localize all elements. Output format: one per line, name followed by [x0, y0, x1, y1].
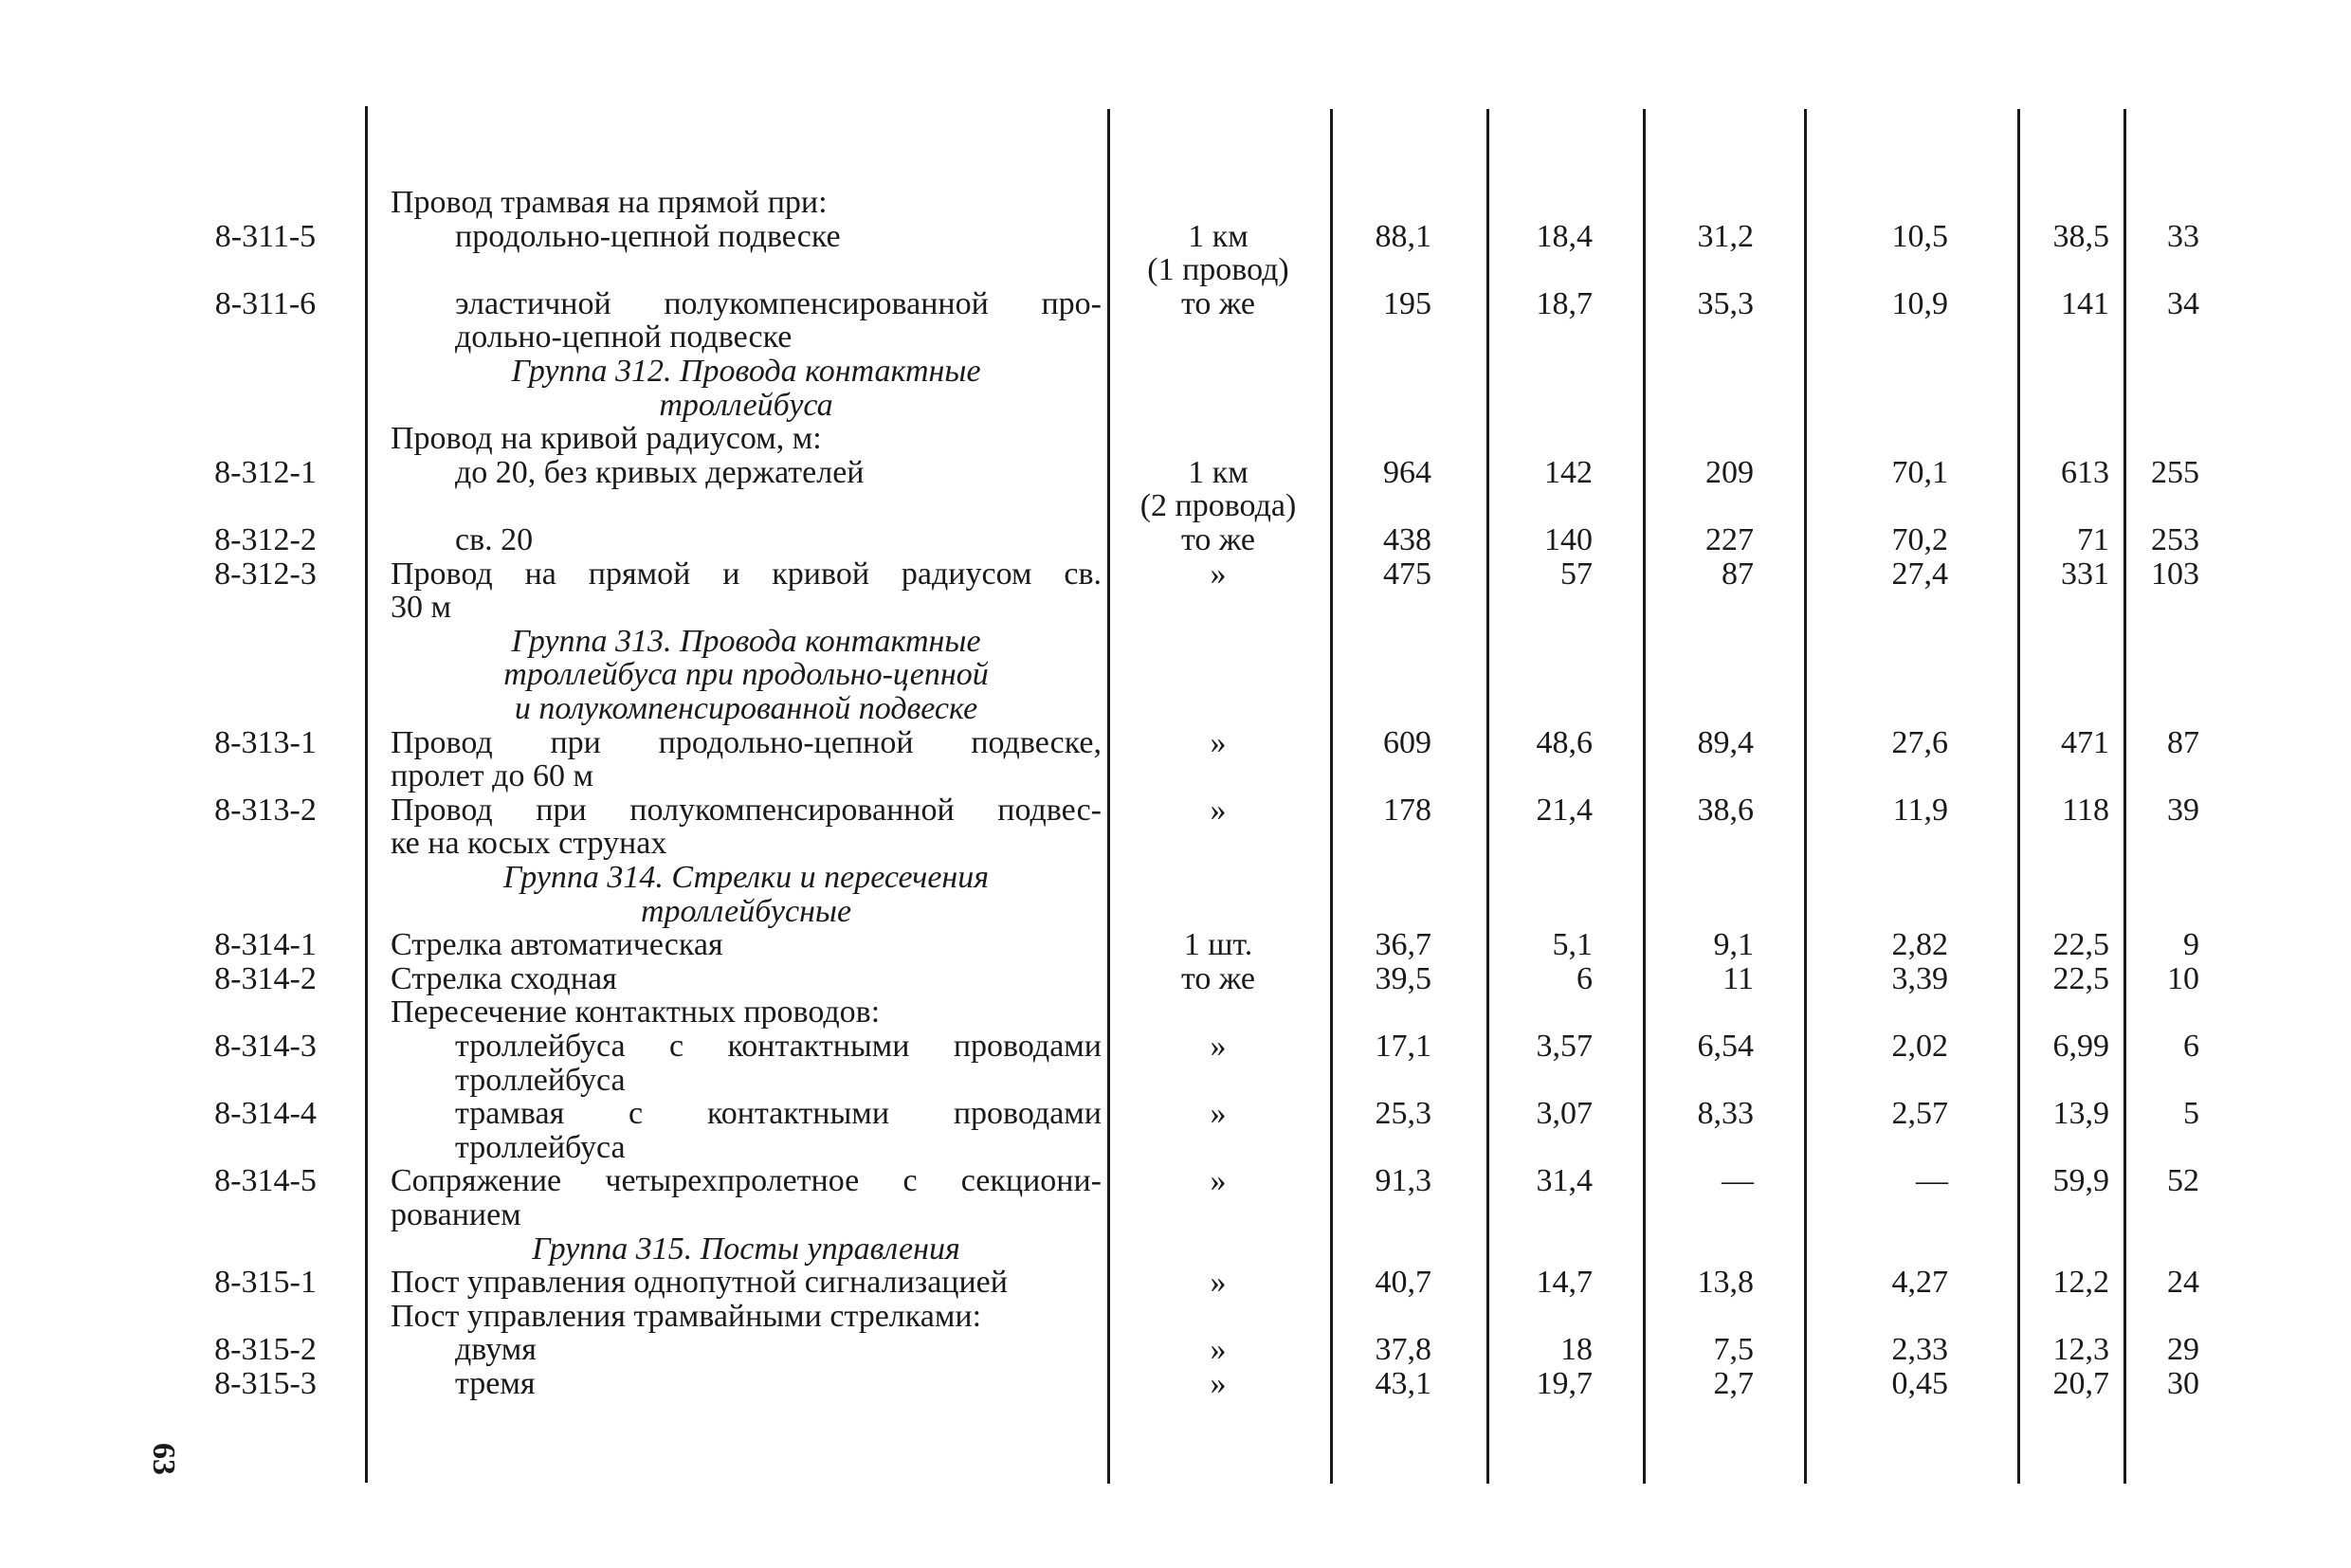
- value-cell: 91,3: [1375, 1163, 1431, 1198]
- table-row: [0, 523, 2351, 557]
- table-row: [0, 726, 2351, 760]
- group-heading: и полукомпенсированной подвеске: [514, 691, 978, 726]
- item-description: Пост управления однопутной сигнализацией: [391, 1265, 1008, 1300]
- table-row: [0, 186, 2351, 220]
- table-row: [0, 1164, 2351, 1198]
- item-code: 8-314-4: [214, 1096, 317, 1131]
- value-cell: 70,1: [1891, 455, 1948, 490]
- value-cell: 87: [2167, 725, 2199, 760]
- value-cell: 88,1: [1375, 219, 1431, 254]
- value-cell: 4,27: [1891, 1265, 1948, 1300]
- value-cell: 59,9: [2052, 1163, 2109, 1198]
- value-cell: 6: [1576, 961, 1593, 996]
- value-cell: 9: [2183, 927, 2199, 962]
- value-cell: 30: [2167, 1366, 2199, 1401]
- value-cell: 103: [2151, 556, 2199, 592]
- value-cell: 33: [2167, 219, 2199, 254]
- value-cell: 31,4: [1536, 1163, 1593, 1198]
- value-cell: 6: [2183, 1029, 2199, 1064]
- item-code: 8-314-3: [214, 1029, 317, 1064]
- value-cell: —: [1916, 1163, 1948, 1198]
- unit-of-measure: »: [1210, 1332, 1227, 1367]
- value-cell: 43,1: [1375, 1366, 1431, 1401]
- unit-of-measure: »: [1210, 556, 1227, 592]
- table-row: [0, 962, 2351, 996]
- value-cell: 209: [1705, 455, 1754, 490]
- value-cell: 34: [2167, 286, 2199, 321]
- value-cell: 48,6: [1536, 725, 1593, 760]
- table-row: [0, 253, 2351, 287]
- value-cell: 87: [1722, 556, 1754, 592]
- group-heading: Группа 313. Провода контактные: [511, 624, 981, 659]
- value-cell: 2,7: [1713, 1366, 1754, 1401]
- item-code: 8-314-2: [214, 961, 317, 996]
- table-row: [0, 1064, 2351, 1098]
- unit-of-measure: »: [1210, 1366, 1227, 1401]
- value-cell: 38,6: [1697, 793, 1754, 828]
- table-row: [0, 591, 2351, 625]
- table-row: [0, 1097, 2351, 1131]
- unit-of-measure: (1 провод): [1147, 252, 1289, 287]
- table-row: [0, 287, 2351, 321]
- group-heading: троллейбусные: [640, 894, 852, 929]
- value-cell: 475: [1383, 556, 1431, 592]
- table-row: [0, 320, 2351, 355]
- unit-of-measure: »: [1210, 1029, 1227, 1064]
- unit-of-measure: то же: [1180, 522, 1256, 557]
- table-row: [0, 1367, 2351, 1401]
- unit-of-measure: 1 км: [1188, 219, 1248, 254]
- table-row: [0, 793, 2351, 828]
- value-cell: 39,5: [1375, 961, 1431, 996]
- page-number: 63: [146, 1443, 181, 1475]
- item-code: 8-314-1: [214, 927, 317, 962]
- item-description: эластичной полукомпенсированной про-: [455, 286, 1102, 321]
- table-row: [0, 489, 2351, 523]
- value-cell: 331: [2061, 556, 2109, 592]
- value-cell: 25,3: [1375, 1096, 1431, 1131]
- unit-of-measure: 1 шт.: [1183, 927, 1253, 962]
- value-cell: 2,57: [1891, 1096, 1948, 1131]
- value-cell: 11: [1722, 961, 1754, 996]
- item-description: трамвая с контактными проводами: [455, 1096, 1102, 1131]
- group-heading: Группа 315. Посты управления: [532, 1231, 960, 1267]
- value-cell: 255: [2151, 455, 2199, 490]
- value-cell: 142: [1544, 455, 1593, 490]
- value-cell: 2,02: [1891, 1029, 1948, 1064]
- value-cell: 438: [1383, 522, 1431, 557]
- item-code: 8-312-3: [214, 556, 317, 592]
- value-cell: 3,57: [1536, 1029, 1593, 1064]
- item-description: Стрелка автоматическая: [391, 927, 723, 962]
- value-cell: 70,2: [1891, 522, 1948, 557]
- table-row: [0, 1333, 2351, 1367]
- value-cell: 13,8: [1697, 1265, 1754, 1300]
- item-code: 8-315-3: [214, 1366, 317, 1401]
- item-code: 8-313-1: [214, 725, 317, 760]
- item-description: продольно-цепной подвеске: [455, 219, 841, 254]
- item-description: двумя: [455, 1332, 537, 1367]
- value-cell: 37,8: [1375, 1332, 1431, 1367]
- value-cell: 22,5: [2052, 927, 2109, 962]
- value-cell: 7,5: [1713, 1332, 1754, 1367]
- item-description: тремя: [455, 1366, 536, 1401]
- item-description: Провод на прямой и кривой радиусом св.: [391, 556, 1102, 592]
- table-row: [0, 1300, 2351, 1334]
- value-cell: —: [1722, 1163, 1754, 1198]
- value-cell: 8,33: [1697, 1096, 1754, 1131]
- value-cell: 38,5: [2052, 219, 2109, 254]
- value-cell: 6,54: [1697, 1029, 1754, 1064]
- value-cell: 613: [2061, 455, 2109, 490]
- table-row: [0, 220, 2351, 254]
- value-cell: 253: [2151, 522, 2199, 557]
- item-description: троллейбуса: [455, 1063, 626, 1098]
- unit-of-measure: »: [1210, 1163, 1227, 1198]
- unit-of-measure: »: [1210, 1265, 1227, 1300]
- value-cell: 6,99: [2052, 1029, 2109, 1064]
- value-cell: 195: [1383, 286, 1431, 321]
- item-description: ке на косых струнах: [391, 826, 667, 861]
- table-row: [0, 928, 2351, 962]
- item-code: 8-312-1: [214, 455, 317, 490]
- value-cell: 9,1: [1713, 927, 1754, 962]
- value-cell: 178: [1383, 793, 1431, 828]
- value-cell: 18,4: [1536, 219, 1593, 254]
- value-cell: 14,7: [1536, 1265, 1593, 1300]
- item-description: Пересечение контактных проводов:: [391, 994, 881, 1030]
- item-description: Провод при продольно-цепной подвеске,: [391, 725, 1102, 760]
- value-cell: 2,33: [1891, 1332, 1948, 1367]
- item-code: 8-311-5: [214, 219, 317, 254]
- value-cell: 3,39: [1891, 961, 1948, 996]
- value-cell: 12,2: [2052, 1265, 2109, 1300]
- table-row: [0, 827, 2351, 861]
- value-cell: 471: [2061, 725, 2109, 760]
- value-cell: 27,6: [1891, 725, 1948, 760]
- item-code: 8-314-5: [214, 1163, 317, 1198]
- item-description: 30 м: [391, 590, 452, 625]
- group-heading: Группа 314. Стрелки и пересечения: [502, 860, 990, 895]
- value-cell: 24: [2167, 1265, 2199, 1300]
- value-cell: 10,5: [1891, 219, 1948, 254]
- unit-of-measure: (2 провода): [1139, 488, 1297, 523]
- table-row: [0, 422, 2351, 456]
- value-cell: 35,3: [1697, 286, 1754, 321]
- item-code: 8-313-2: [214, 793, 317, 828]
- group-heading: троллейбуса при продольно-цепной: [503, 657, 989, 692]
- value-cell: 17,1: [1375, 1029, 1431, 1064]
- unit-of-measure: 1 км: [1188, 455, 1248, 490]
- value-cell: 40,7: [1375, 1265, 1431, 1300]
- table-row: [0, 1266, 2351, 1300]
- item-description: Провод на кривой радиусом, м:: [391, 421, 822, 456]
- table-row: [0, 759, 2351, 793]
- item-description: до 20, без кривых держателей: [455, 455, 865, 490]
- value-cell: 3,07: [1536, 1096, 1593, 1131]
- item-code: 8-315-2: [214, 1332, 317, 1367]
- value-cell: 20,7: [2052, 1366, 2109, 1401]
- value-cell: 21,4: [1536, 793, 1593, 828]
- value-cell: 118: [2062, 793, 2109, 828]
- value-cell: 19,7: [1536, 1366, 1593, 1401]
- unit-of-measure: »: [1210, 1096, 1227, 1131]
- value-cell: 57: [1560, 556, 1593, 592]
- value-cell: 71: [2077, 522, 2109, 557]
- table-row: [0, 1198, 2351, 1232]
- value-cell: 11,9: [1892, 793, 1948, 828]
- value-cell: 609: [1383, 725, 1431, 760]
- value-cell: 5: [2183, 1096, 2199, 1131]
- item-description: дольно-цепной подвеске: [455, 319, 793, 355]
- table-row: [0, 995, 2351, 1030]
- value-cell: 39: [2167, 793, 2199, 828]
- unit-of-measure: »: [1210, 793, 1227, 828]
- value-cell: 31,2: [1697, 219, 1754, 254]
- table-row: [0, 1131, 2351, 1165]
- value-cell: 22,5: [2052, 961, 2109, 996]
- value-cell: 89,4: [1697, 725, 1754, 760]
- value-cell: 964: [1383, 455, 1431, 490]
- item-description: пролет до 60 м: [391, 758, 593, 793]
- table-row: [0, 1030, 2351, 1064]
- value-cell: 13,9: [2052, 1096, 2109, 1131]
- item-description: Провод трамвая на прямой при:: [391, 185, 828, 220]
- value-cell: 36,7: [1375, 927, 1431, 962]
- group-heading: троллейбуса: [659, 388, 833, 423]
- value-cell: 29: [2167, 1332, 2199, 1367]
- value-cell: 227: [1705, 522, 1754, 557]
- table-row: [0, 557, 2351, 592]
- value-cell: 140: [1544, 522, 1593, 557]
- table-row: [0, 456, 2351, 490]
- unit-of-measure: то же: [1180, 286, 1256, 321]
- item-code: 8-311-6: [214, 286, 317, 321]
- item-description: Пост управления трамвайными стрелками:: [391, 1299, 982, 1334]
- value-cell: 141: [2061, 286, 2109, 321]
- item-code: 8-315-1: [214, 1265, 317, 1300]
- value-cell: 10,9: [1891, 286, 1948, 321]
- value-cell: 18: [1560, 1332, 1593, 1367]
- value-cell: 0,45: [1891, 1366, 1948, 1401]
- value-cell: 12,3: [2052, 1332, 2109, 1367]
- item-description: Сопряжение четырехпролетное с секциони-: [391, 1163, 1102, 1198]
- value-cell: 18,7: [1536, 286, 1593, 321]
- group-heading: Группа 312. Провода контактные: [511, 354, 981, 389]
- unit-of-measure: »: [1210, 725, 1227, 760]
- item-description: троллейбуса: [455, 1130, 626, 1165]
- value-cell: 27,4: [1891, 556, 1948, 592]
- item-code: 8-312-2: [214, 522, 317, 557]
- item-description: св. 20: [455, 522, 534, 557]
- value-cell: 10: [2167, 961, 2199, 996]
- value-cell: 5,1: [1552, 927, 1593, 962]
- item-description: рованием: [391, 1197, 521, 1232]
- value-cell: 2,82: [1891, 927, 1948, 962]
- value-cell: 52: [2167, 1163, 2199, 1198]
- item-description: Провод при полукомпенсированной подвес-: [391, 793, 1102, 828]
- unit-of-measure: то же: [1180, 961, 1256, 996]
- item-description: троллейбуса с контактными проводами: [455, 1029, 1102, 1064]
- item-description: Стрелка сходная: [391, 961, 617, 996]
